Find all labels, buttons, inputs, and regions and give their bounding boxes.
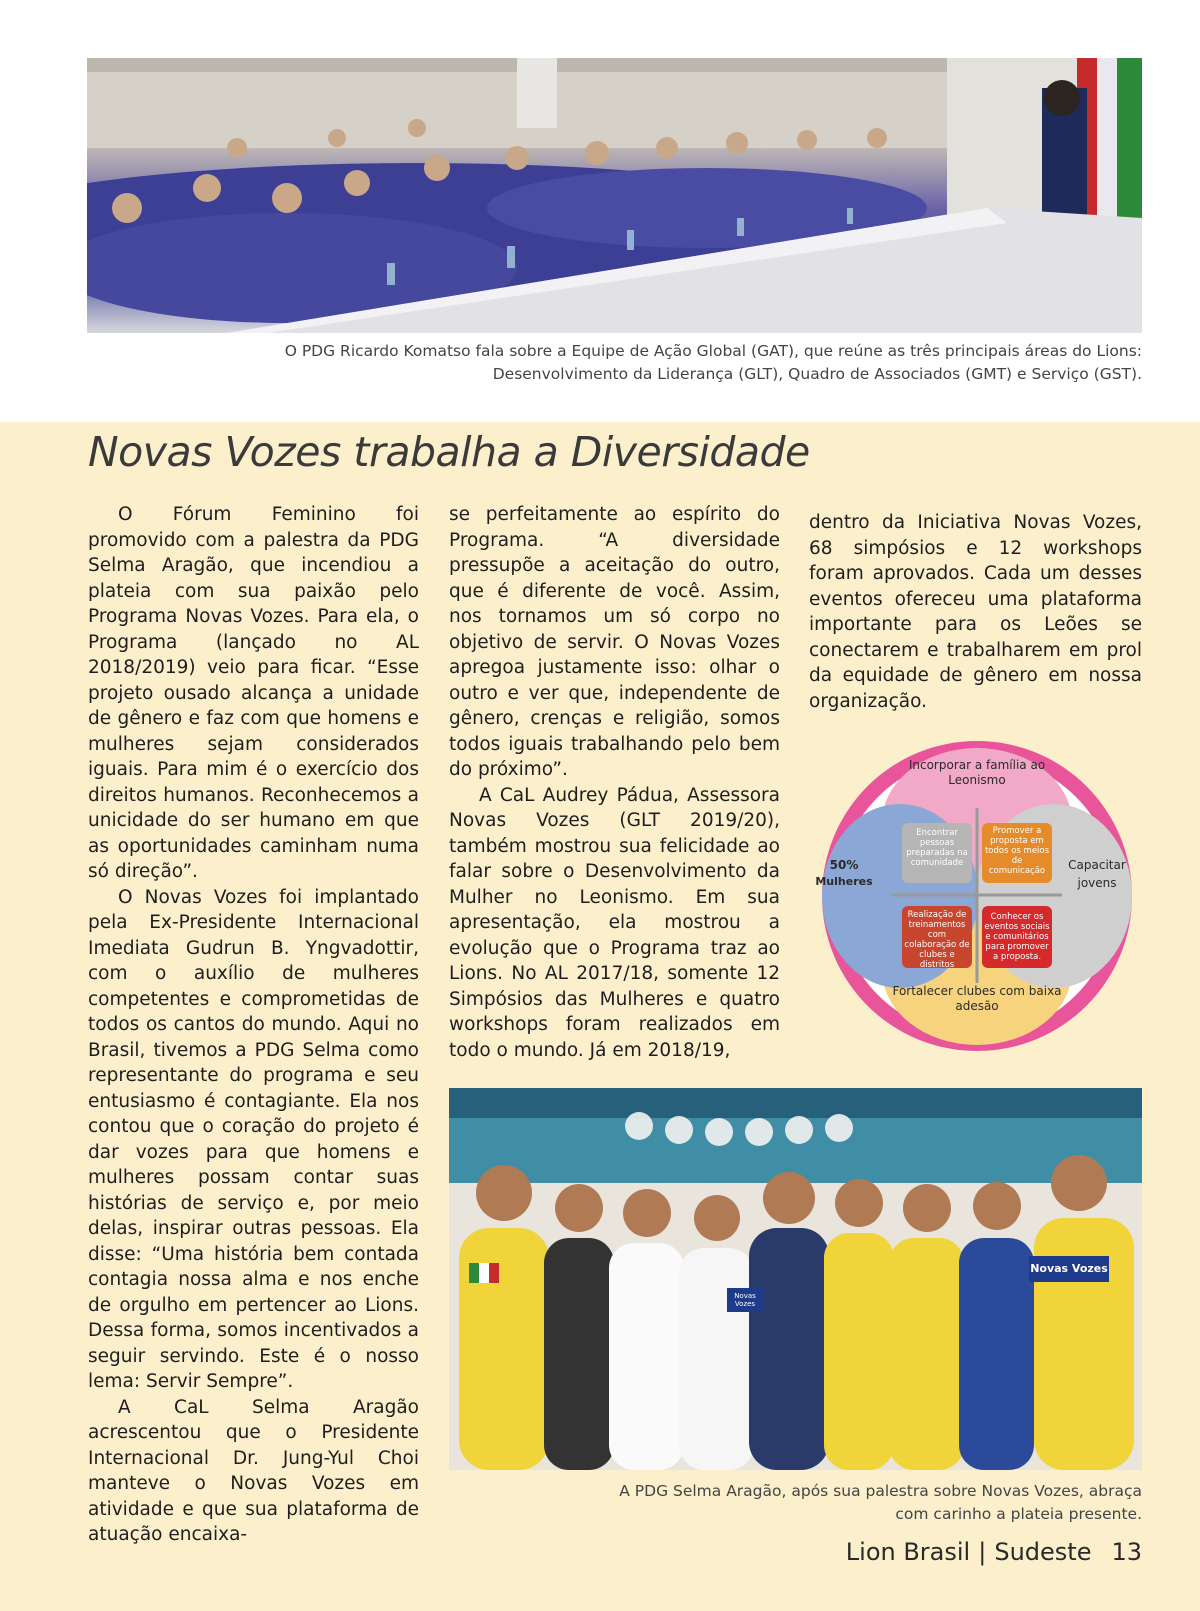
diagram-top-label: Incorporar a família ao Leonismo xyxy=(908,758,1046,787)
photo-sign-right: Novas Vozes xyxy=(1030,1262,1108,1275)
diagram-left-percent: 50% xyxy=(829,858,859,872)
section-name: Sudeste xyxy=(994,1538,1092,1566)
paragraph: A CaL Audrey Pádua, Assessora Novas Vozes (GLT 2019/20), também mostrou sua felicidade ao falar sobre o Desenvolvimento da Mulher no Leonismo. Em sua apresentação, ela mostrou a evolução que o Programa traz ao Lions. No AL 2017/18, somente 12 Simpósios das Mulheres e quatro workshops foram realizados em todo o mundo. Já em 2018/19, xyxy=(449,784,780,1061)
page-number: 13 xyxy=(1111,1538,1142,1566)
bottom-photo-caption: A PDG Selma Aragão, após sua palestra sobre Novas Vozes, abraça com carinho a plateia presente. xyxy=(619,1482,1142,1523)
diagram-box-bottom-right: Conhecer os eventos sociais e comunitários para promover a proposta. xyxy=(984,912,1050,962)
diagram-box-top-right: Promover a proposta em todos os meios de comunicação xyxy=(984,826,1050,876)
paragraph: dentro da Iniciativa Novas Vozes, 68 simpósios e 12 workshops foram aprovados. Cada um desses eventos ofereceu uma plataforma importante para os Leões se conectarem e trabalharem em prol da equidade de gênero em nossa organização. xyxy=(809,512,1142,712)
article-column-3 xyxy=(809,510,1142,714)
group-photo xyxy=(449,1088,1142,1470)
diagram-box-bottom-left: Realização de treinamentos com colaboração de clubes e distritos xyxy=(904,910,970,970)
paragraph: O Fórum Feminino foi promovido com a palestra da PDG Selma Aragão, que incendiou a plateia com sua paixão pelo Programa Novas Vozes. Para ela, o Programa (lançado no AL 2018/2019) veio para ficar. “Esse projeto ousado alcança a unidade de gênero e faz com que homens e mulheres sejam considerados iguais. Para mim é o exercício dos direitos humanos. Reconhecemos a unicidade do ser humano em que as oportunidades caminham numa só direção”. xyxy=(88,504,419,882)
article-column-1 xyxy=(88,502,419,1548)
group-photo-illustration xyxy=(449,1088,1142,1470)
footer-separator: | xyxy=(978,1538,987,1566)
diagram-bottom-label: Fortalecer clubes com baixa adesão xyxy=(892,984,1062,1013)
conference-photo xyxy=(87,58,1142,333)
paragraph: se perfeitamente ao espírito do Programa. “A diversidade pressupõe a aceitação do outro, que é diferente de você. Assim, nos tornamos um só corpo no objetivo de servir. O Novas Vozes apregoa justamente isso: olhar o outro e ver que, independente de gênero, crenças e religião, somos todos iguais trabalhando pelo bem do próximo”. xyxy=(449,504,780,780)
conference-photo-illustration xyxy=(87,58,1142,333)
article-title: Novas Vozes trabalha a Diversidade xyxy=(88,428,810,476)
diagram-right-label-1: Capacitar xyxy=(1068,858,1126,872)
top-photo-caption: O PDG Ricardo Komatso fala sobre a Equipe de Ação Global (GAT), que reúne as três principais áreas do Lions: Desenvolvimento da Liderança (GLT), Quadro de Associados (GMT) e Serviço (GST). xyxy=(284,342,1142,383)
diagram-left-label: Mulheres xyxy=(815,875,873,888)
diagram-right-label-2: jovens xyxy=(1077,876,1117,890)
photo-sign-left: Novas Vozes xyxy=(734,1292,756,1308)
novas-vozes-diagram xyxy=(812,738,1142,1054)
paragraph: A CaL Selma Aragão acrescentou que o Presidente Internacional Dr. Jung-Yul Choi manteve o Novas Vozes em atividade e que sua plataforma de atuação encaixa- xyxy=(88,1396,419,1545)
paragraph: O Novas Vozes foi implantado pela Ex-Presidente Internacional Imediata Gudrun B. Yngvadottir, com o auxílio de mulheres competentes e comprometidas de todos os cantos do mundo. Aqui no Brasil, tivemos a PDG Selma como representante do programa e seu entusiasmo é contagiante. Ela nos contou que o coração do projeto é dar vozes para que homens e mulheres possam contar suas histórias de serviço e, por meio delas, inspirar outras pessoas. Ela disse: “Uma história bem contada contagia nossa alma e nos enche de orgulho em pertencer ao Lions. Dessa forma, somos incentivados a seguir servindo. Este é o nosso lema: Servir Sempre”. xyxy=(88,886,419,1392)
diagram-box-top-left: Encontrar pessoas preparadas na comunidade xyxy=(906,828,968,868)
article-column-2 xyxy=(449,502,780,1063)
magazine-name: Lion Brasil xyxy=(845,1538,971,1566)
page-footer xyxy=(846,1538,1142,1566)
